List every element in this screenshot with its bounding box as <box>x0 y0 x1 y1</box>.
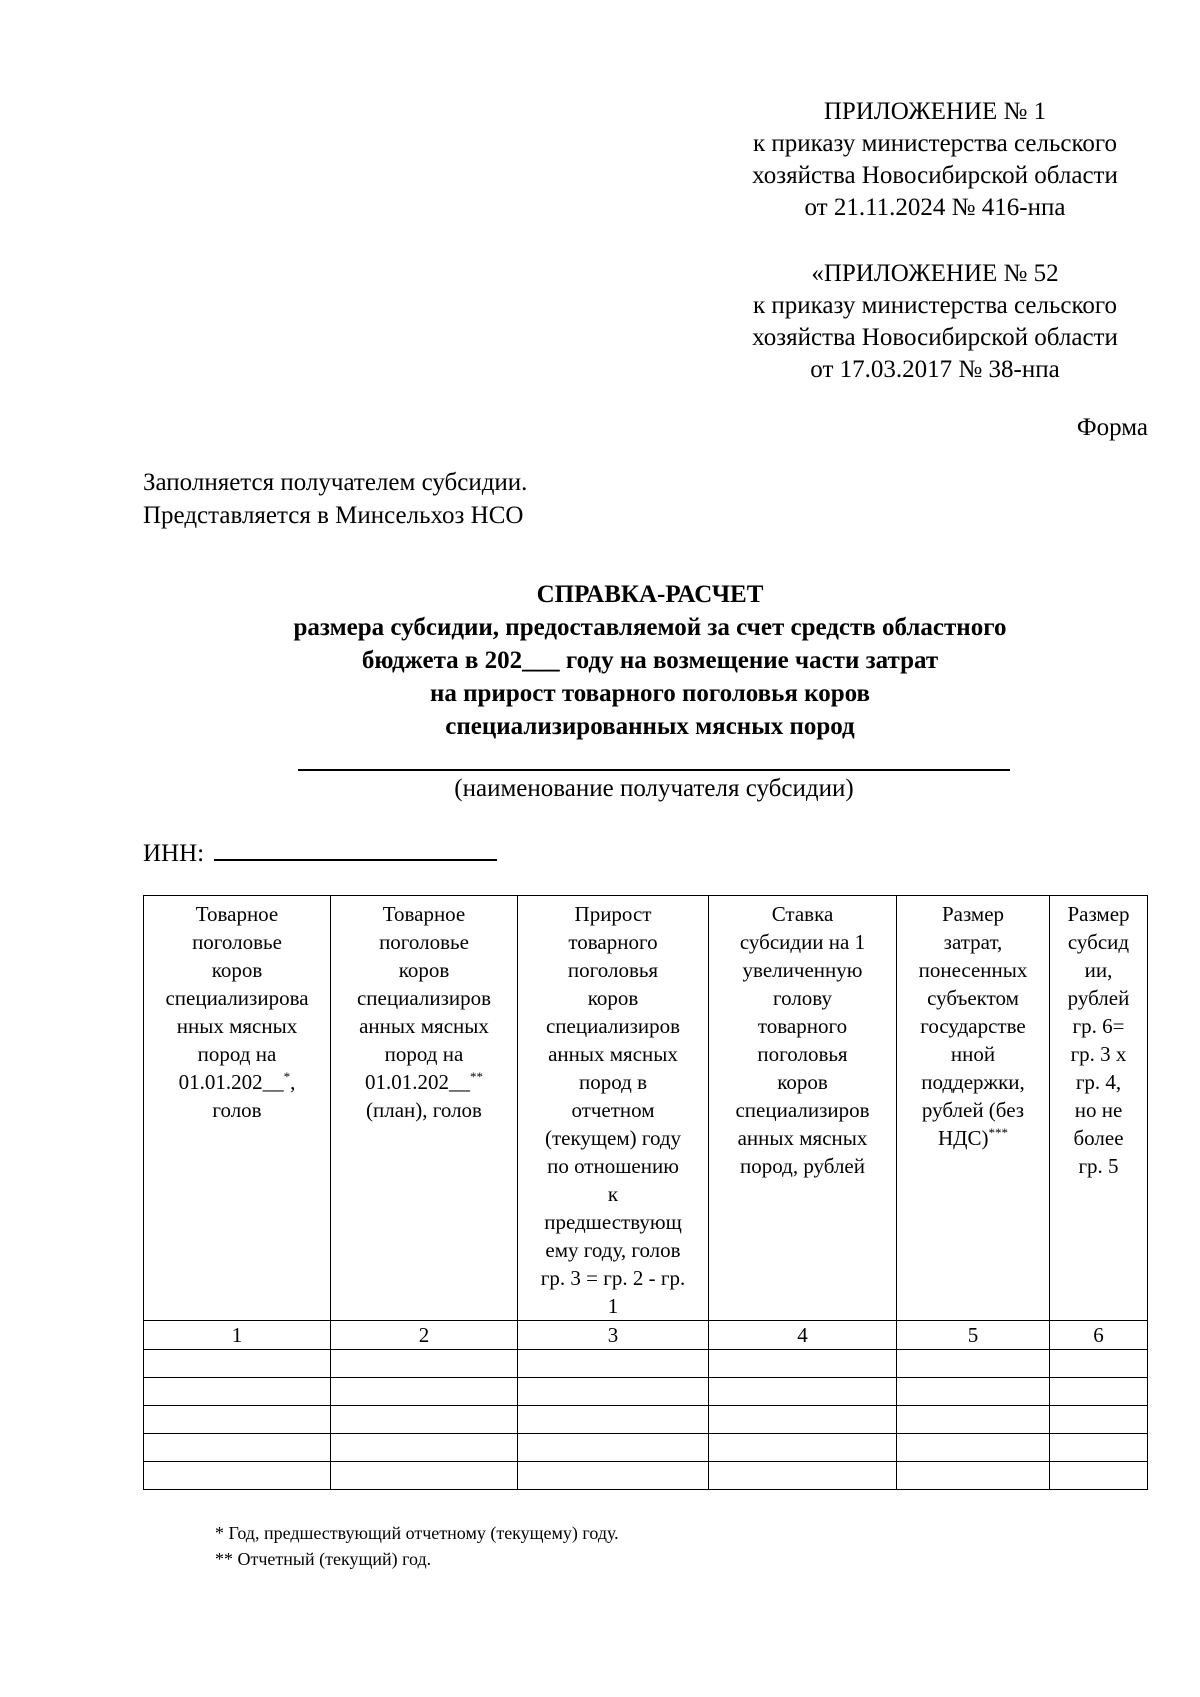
form-label: Форма <box>1076 414 1148 441</box>
empty-input-cell[interactable] <box>144 1406 331 1434</box>
empty-input-cell[interactable] <box>709 1434 897 1462</box>
header-text-line: (план), голов <box>366 1098 482 1122</box>
header-date-text: 01.01.202__ <box>178 1070 284 1094</box>
empty-input-cell[interactable] <box>1050 1350 1148 1378</box>
header-text-line: (текущем) году <box>544 1126 682 1150</box>
column-number-cell: 6 <box>1050 1321 1148 1350</box>
column-number-cell: 1 <box>144 1321 331 1350</box>
header-text-line: голов <box>212 1098 262 1122</box>
header-text-line: Товарное <box>382 902 466 926</box>
header-text-line: рублей (без <box>921 1098 1025 1122</box>
header-date-text: НДС) <box>938 1126 989 1150</box>
empty-input-cell[interactable] <box>897 1378 1050 1406</box>
header-text-line <box>897 1124 1049 1152</box>
header-text-line: по отношению <box>547 1154 679 1178</box>
table-row <box>144 1462 1148 1490</box>
header-text-line: отчетном <box>571 1098 655 1122</box>
header-text-line: поголовья <box>757 1042 848 1066</box>
header-text-line <box>331 1068 517 1096</box>
empty-input-cell[interactable] <box>331 1406 518 1434</box>
empty-input-cell[interactable] <box>518 1350 709 1378</box>
empty-input-cell[interactable] <box>1050 1462 1148 1490</box>
header-text-line: субъектом <box>927 986 1019 1010</box>
title-line-1: СПРАВКА-РАСЧЕТ <box>536 581 764 608</box>
appendix-52-line-3: хозяйства Новосибирской области <box>752 324 1118 351</box>
header-text-line: коров <box>587 986 639 1010</box>
intro-line-2: Представляется в Минсельхоз НСО <box>143 502 524 529</box>
header-text-line: пород на <box>384 1042 464 1066</box>
title-line-2: размера субсидии, предоставляемой за счет средств областного <box>293 614 1007 641</box>
recipient-name-blank[interactable] <box>298 769 1010 771</box>
header-text-line: поголовье <box>192 930 282 954</box>
header-text-line: анных мясных <box>737 1126 868 1150</box>
empty-input-cell[interactable] <box>518 1462 709 1490</box>
column-number-cell: 5 <box>897 1321 1050 1350</box>
column-number-cell: 2 <box>331 1321 518 1350</box>
footnote-marker: ** <box>470 1069 483 1084</box>
header-text-line: поголовья <box>567 958 659 982</box>
intro-note <box>143 466 527 532</box>
appendix-1-header <box>720 96 1150 224</box>
header-text-line: товарного <box>568 930 658 954</box>
empty-input-cell[interactable] <box>144 1462 331 1490</box>
title-line-5: специализированных мясных пород <box>445 713 855 740</box>
empty-input-cell[interactable] <box>709 1462 897 1490</box>
empty-input-cell[interactable] <box>897 1350 1050 1378</box>
appendix-1-line-3: хозяйства Новосибирской области <box>752 162 1118 189</box>
empty-input-cell[interactable] <box>897 1434 1050 1462</box>
header-text-line: более <box>1073 1126 1124 1150</box>
header-text-line: 1 <box>607 1294 619 1318</box>
header-text-line: понесенных <box>918 958 1028 982</box>
header-text-line: ии, <box>1084 958 1113 982</box>
title-line-4: на прирост товарного поголовья коров <box>429 680 871 707</box>
appendix-52-header <box>720 258 1150 386</box>
empty-input-cell[interactable] <box>709 1378 897 1406</box>
table-row <box>144 1378 1148 1406</box>
appendix-1-line-1: ПРИЛОЖЕНИЕ № 1 <box>823 98 1047 125</box>
footnote-marker: * <box>283 1069 291 1084</box>
table-row <box>144 1406 1148 1434</box>
inn-blank[interactable] <box>214 833 497 861</box>
header-text-line: специализиров <box>735 1098 870 1122</box>
header-text-line: рублей <box>1067 986 1130 1010</box>
header-text-line: голову <box>773 986 832 1010</box>
footnote-1: * Год, предшествующий отчетному (текущему) году. <box>215 1523 619 1543</box>
header-text-line: к <box>607 1182 619 1206</box>
table-row <box>144 1350 1148 1378</box>
header-text-line: товарного <box>757 1014 848 1038</box>
appendix-1-line-2: к приказу министерства сельского <box>752 130 1117 157</box>
header-text-line: Товарное <box>195 902 279 926</box>
empty-input-cell[interactable] <box>1050 1434 1148 1462</box>
empty-input-cell[interactable] <box>518 1434 709 1462</box>
column-number-cell: 4 <box>709 1321 897 1350</box>
appendix-52-line-2: к приказу министерства сельского <box>752 292 1117 319</box>
header-text-line: Размер <box>1067 902 1130 926</box>
header-text-line: специализиров <box>356 986 492 1010</box>
header-date-text: 01.01.202__ <box>365 1070 470 1094</box>
column-number-cell: 3 <box>518 1321 709 1350</box>
document-title <box>130 578 1170 743</box>
header-cell-col-2 <box>331 896 518 1321</box>
column-number-row <box>144 1321 1148 1350</box>
empty-input-cell[interactable] <box>331 1434 518 1462</box>
empty-input-cell[interactable] <box>331 1378 518 1406</box>
header-text-line: субсид <box>1067 930 1130 954</box>
header-text-line: гр. 4, <box>1075 1070 1122 1094</box>
header-text-line: коров <box>211 958 263 982</box>
appendix-52-line-4: от 17.03.2017 № 38-нпа <box>810 356 1060 383</box>
header-text-line: Прирост <box>574 902 652 926</box>
header-text-line: Ставка <box>771 902 834 926</box>
inn-label: ИНН: <box>143 840 205 867</box>
footnotes <box>215 1520 619 1572</box>
footnote-2: ** Отчетный (текущий) год. <box>215 1549 432 1569</box>
empty-input-cell[interactable] <box>144 1434 331 1462</box>
header-text-line: специализирова <box>165 986 309 1010</box>
header-cell-col-4 <box>709 896 897 1321</box>
empty-input-cell[interactable] <box>1050 1378 1148 1406</box>
appendix-1-line-4: от 21.11.2024 № 416-нпа <box>804 194 1066 221</box>
empty-input-cell[interactable] <box>331 1350 518 1378</box>
header-text-line: анных мясных <box>359 1014 489 1038</box>
calculation-table <box>143 895 1148 1490</box>
empty-input-cell[interactable] <box>709 1406 897 1434</box>
footnote-marker: *** <box>988 1125 1008 1140</box>
header-text-line: анных мясных <box>548 1042 678 1066</box>
header-text-line: коров <box>777 1070 828 1094</box>
header-text-line: коров <box>398 958 450 982</box>
header-cell-col-6 <box>1050 896 1148 1321</box>
header-text-line: увеличенную <box>742 958 863 982</box>
header-text-line: предшествующ <box>544 1210 682 1234</box>
header-cell-col-1 <box>144 896 331 1321</box>
empty-input-cell[interactable] <box>1050 1406 1148 1434</box>
table-header-row <box>144 896 1148 1321</box>
header-cell-col-3 <box>518 896 709 1321</box>
empty-input-cell[interactable] <box>144 1350 331 1378</box>
header-text-line: гр. 5 <box>1078 1154 1119 1178</box>
header-text-line: гр. 3 х <box>1070 1042 1127 1066</box>
header-cell-col-5 <box>897 896 1050 1321</box>
title-line-3: бюджета в 202___ году на возмещение части затрат <box>361 647 939 674</box>
header-text-line: государстве <box>920 1014 1026 1038</box>
empty-input-cell[interactable] <box>709 1350 897 1378</box>
intro-line-1: Заполняется получателем субсидии. <box>143 469 528 496</box>
header-text-line: пород в <box>579 1070 647 1094</box>
header-text-line: поголовье <box>379 930 469 954</box>
header-text-line: поддержки, <box>921 1070 1025 1094</box>
header-text-line: пород на <box>197 1042 277 1066</box>
empty-input-cell[interactable] <box>897 1462 1050 1490</box>
header-text-line: но не <box>1074 1098 1123 1122</box>
appendix-52-line-1: «ПРИЛОЖЕНИЕ № 52 <box>811 260 1059 287</box>
header-punctuation: , <box>290 1070 296 1094</box>
header-text-line: Размер <box>941 902 1005 926</box>
table-row <box>144 1434 1148 1462</box>
header-text-line: гр. 3 = гр. 2 - гр. <box>540 1266 686 1290</box>
empty-input-cell[interactable] <box>897 1406 1050 1434</box>
header-text-line: затрат, <box>943 930 1003 954</box>
empty-input-cell[interactable] <box>518 1378 709 1406</box>
header-text-line: гр. 6= <box>1072 1014 1125 1038</box>
empty-input-cell[interactable] <box>144 1378 331 1406</box>
header-text-line: субсидии на 1 <box>739 930 866 954</box>
empty-input-cell[interactable] <box>331 1462 518 1490</box>
header-text-line <box>144 1068 330 1096</box>
header-text-line: нной <box>950 1042 996 1066</box>
empty-input-cell[interactable] <box>518 1406 709 1434</box>
inn-row <box>143 833 497 868</box>
header-text-line: специализиров <box>545 1014 681 1038</box>
header-text-line: нных мясных <box>176 1014 298 1038</box>
header-text-line: пород, рублей <box>740 1154 865 1178</box>
header-text-line: ему году, голов <box>545 1238 681 1262</box>
recipient-caption: (наименование получателя субсидии) <box>454 775 854 802</box>
